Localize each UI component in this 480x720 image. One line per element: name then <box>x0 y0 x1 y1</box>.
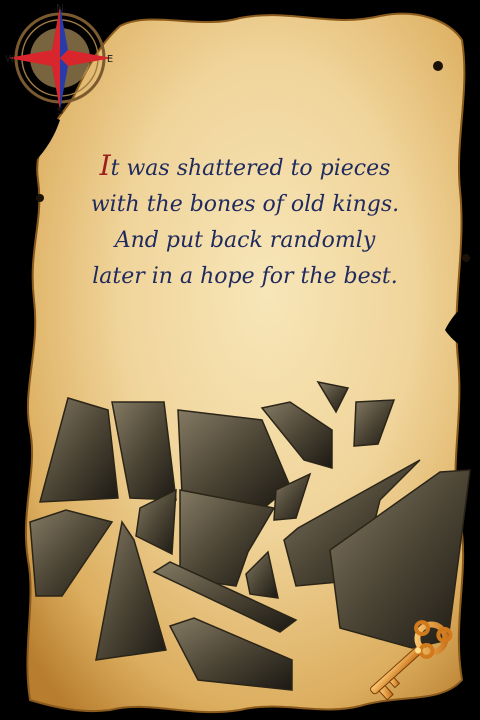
nail-hole <box>462 254 470 262</box>
story-line-4: later in a hope for the best. <box>92 264 398 289</box>
nail-hole <box>433 61 443 71</box>
story-text <box>60 148 430 295</box>
story-line-1 <box>60 148 430 187</box>
compass-north-label: N <box>55 2 65 15</box>
story-line-3: And put back randomly <box>114 228 376 253</box>
compass-west-label: W <box>5 54 15 65</box>
compass-east-label: E <box>106 54 114 65</box>
nail-hole <box>36 194 44 202</box>
story-line-1-text: t was shattered to pieces <box>110 156 391 181</box>
drop-cap: I <box>99 149 111 182</box>
compass-south-label: S <box>56 106 64 117</box>
parchment-tear <box>0 560 21 630</box>
story-line-2: with the bones of old kings. <box>90 192 400 217</box>
